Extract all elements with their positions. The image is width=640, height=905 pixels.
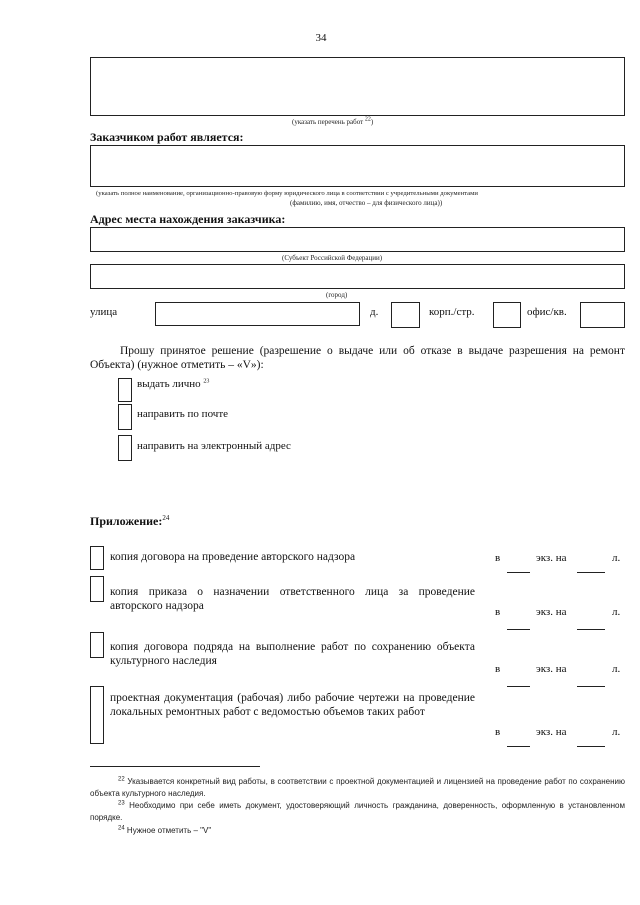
attachment-in: в <box>495 726 501 738</box>
subject-caption: (Субъект Российской Федерации) <box>282 254 383 262</box>
footnote-number: 22 <box>118 776 125 783</box>
copies-count-line[interactable] <box>507 686 530 687</box>
work-list-caption: (указать перечень работ $^{22}$) <box>292 116 374 126</box>
street-label: улица <box>90 306 118 318</box>
house-input[interactable] <box>391 302 420 328</box>
attachment-copies: экз. на <box>536 552 567 564</box>
footnote-number: 23 <box>118 800 125 807</box>
checkbox-deliver-personally[interactable] <box>118 378 132 402</box>
footnote-ref: 22 <box>364 116 371 123</box>
office-input[interactable] <box>580 302 625 328</box>
option-send-by-email: направить на электронный адрес <box>137 440 291 452</box>
footnote-number: 24 <box>118 825 125 832</box>
copies-count-line[interactable] <box>507 629 530 630</box>
customer-caption-line2: (фамилию, имя, отчество – для физического лица)) <box>290 199 443 207</box>
house-label: д. <box>370 306 379 318</box>
footnote-24: $^{24}$ Нужное отметить – "V" <box>118 825 212 835</box>
office-label: офис/кв. <box>527 306 567 318</box>
attachment-sheets: л. <box>612 606 621 618</box>
footnote-ref: 24 <box>162 514 170 522</box>
request-text: Прошу принятое решение (разрешение о выдаче или об отказе в выдаче разрешения на ремонт Объекта) (нужное отметить – «V»): <box>90 345 625 371</box>
attachment-in: в <box>495 663 501 675</box>
checkbox-send-by-email[interactable] <box>118 435 132 461</box>
attachment-sheets: л. <box>612 726 621 738</box>
footnote-ref: 23 <box>203 378 210 385</box>
footnote-separator <box>90 766 260 767</box>
attachment-in: в <box>495 552 501 564</box>
building-label: корп./стр. <box>429 306 475 318</box>
sheets-count-line[interactable] <box>577 746 605 747</box>
building-input[interactable] <box>493 302 521 328</box>
sheets-count-line[interactable] <box>577 686 605 687</box>
footnote-22: $^{22}$ Указывается конкретный вид работы, в соответствии с проектной документацией и лицензией на проведение работ по сохранению объекта культурного наследия. <box>90 776 625 798</box>
attachment-checkbox[interactable] <box>90 686 104 744</box>
city-caption: (город) <box>326 291 348 299</box>
attachment-text: проектная документация (рабочая) либо рабочие чертежи на проведение локальных ремонтных работ с ведомостью объемов таких работ <box>110 692 475 718</box>
attachment-copies: экз. на <box>536 726 567 738</box>
copies-count-line[interactable] <box>507 572 530 573</box>
city-field[interactable] <box>90 264 625 289</box>
attachment-checkbox[interactable] <box>90 632 104 658</box>
attachment-text: копия договора подряда на выполнение работ по сохранению объекта культурного наследия <box>110 641 475 667</box>
subject-field[interactable] <box>90 227 625 252</box>
attachment-sheets: л. <box>612 552 621 564</box>
sheets-count-line[interactable] <box>577 572 605 573</box>
work-list-field[interactable] <box>90 57 625 116</box>
attachment-in: в <box>495 606 501 618</box>
street-input[interactable] <box>155 302 360 326</box>
attachment-copies: экз. на <box>536 663 567 675</box>
customer-caption-line1: (указать полное наименование, организационно-правовую форму юридического лица в соответствии с учредительными документами <box>96 190 478 197</box>
attachments-heading: Приложение:$^{24}$ <box>90 514 170 528</box>
attachment-copies: экз. на <box>536 606 567 618</box>
attachment-sheets: л. <box>612 663 621 675</box>
checkbox-send-by-mail[interactable] <box>118 404 132 430</box>
sheets-count-line[interactable] <box>577 629 605 630</box>
attachment-text: копия договора на проведение авторского надзора <box>110 551 356 563</box>
customer-field[interactable] <box>90 145 625 187</box>
footnote-23: $^{23}$ Необходимо при себе иметь документ, удостоверяющий личность гражданина, доверенность, оформленную в установленном порядке. <box>90 800 625 822</box>
copies-count-line[interactable] <box>507 746 530 747</box>
address-heading: Адрес места нахождения заказчика: <box>90 212 286 226</box>
attachment-checkbox[interactable] <box>90 576 104 602</box>
customer-heading: Заказчиком работ является: <box>90 130 244 144</box>
attachment-text: копия приказа о назначении ответственного лица за проведение авторского надзора <box>110 586 475 612</box>
option-deliver-personally: выдать лично $^{23}$ <box>137 378 210 390</box>
page-number: 34 <box>315 32 327 44</box>
attachment-checkbox[interactable] <box>90 546 104 570</box>
option-send-by-mail: направить по почте <box>137 408 229 420</box>
